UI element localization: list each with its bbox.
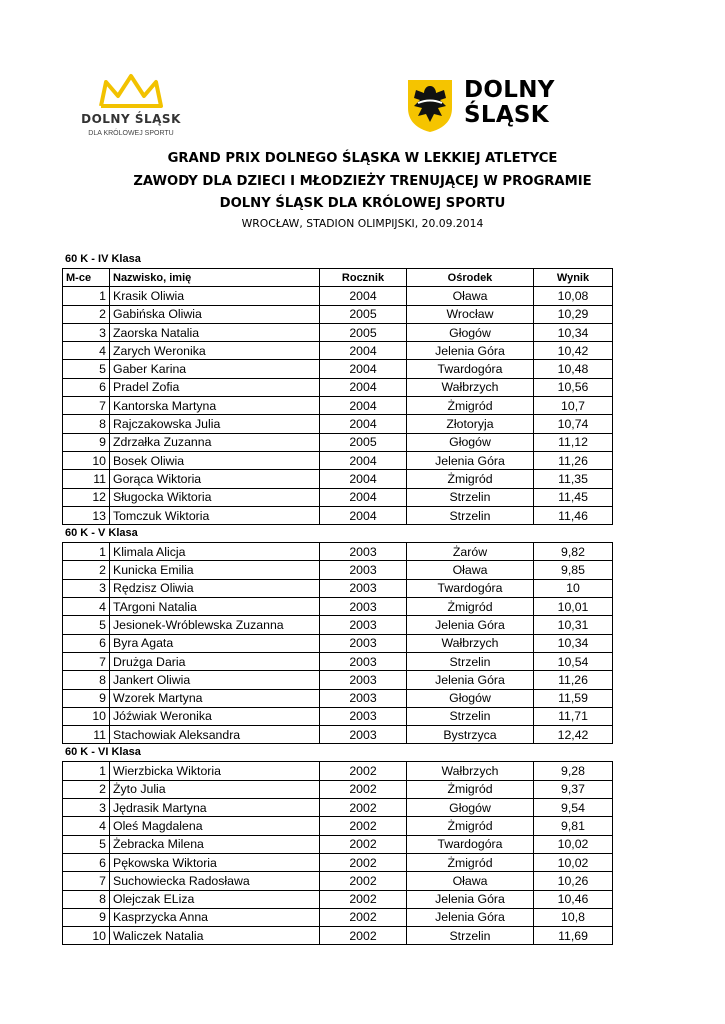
cell-year: 2002 [320,780,407,798]
table-row [63,397,613,415]
cell-name: Rajczakowska Julia [110,415,320,433]
table-row [63,890,613,908]
table-row [63,342,613,360]
cell-name: Tomczuk Wiktoria [110,506,320,524]
column-header-year: Rocznik [320,269,407,287]
cell-rank: 2 [63,561,110,579]
cell-rank: 5 [63,616,110,634]
cell-result: 10,74 [534,415,613,433]
cell-club: Strzelin [407,488,534,506]
cell-name: Drużga Daria [110,652,320,670]
table-row [63,762,613,780]
column-header-club: Ośrodek [407,269,534,287]
cell-year: 2004 [320,287,407,305]
cell-result: 11,26 [534,451,613,469]
cell-year: 2002 [320,890,407,908]
results-sections [62,251,606,945]
cell-rank: 12 [63,488,110,506]
table-row [63,726,613,744]
cell-rank: 10 [63,707,110,725]
table-row [63,835,613,853]
cell-rank: 1 [63,543,110,561]
column-header-name: Nazwisko, imię [110,269,320,287]
cell-year: 2003 [320,616,407,634]
cell-rank: 4 [63,817,110,835]
table-row [63,689,613,707]
table-row [63,817,613,835]
cell-rank: 3 [63,799,110,817]
cell-club: Głogów [407,799,534,817]
cell-result: 11,69 [534,927,613,945]
table-row [63,579,613,597]
cell-rank: 7 [63,397,110,415]
cell-year: 2003 [320,561,407,579]
cell-club: Bystrzyca [407,726,534,744]
cell-rank: 1 [63,762,110,780]
cell-club: Strzelin [407,506,534,524]
cell-rank: 9 [63,433,110,451]
cell-name: Klimala Alicja [110,543,320,561]
cell-club: Głogów [407,689,534,707]
cell-rank: 4 [63,598,110,616]
cell-result: 9,54 [534,799,613,817]
cell-result: 10,7 [534,397,613,415]
cell-year: 2002 [320,872,407,890]
cell-result: 11,45 [534,488,613,506]
cell-year: 2005 [320,323,407,341]
cell-result: 11,26 [534,671,613,689]
cell-year: 2003 [320,543,407,561]
cell-name: Jóźwiak Weronika [110,707,320,725]
cell-year: 2004 [320,342,407,360]
cell-club: Jelenia Góra [407,671,534,689]
cell-club: Wrocław [407,305,534,323]
cell-year: 2003 [320,689,407,707]
logo-left-tagline: DLA KRÓLOWEJ SPORTU [88,130,174,137]
cell-name: Zaorska Natalia [110,323,320,341]
cell-year: 2004 [320,360,407,378]
table-row [63,415,613,433]
cell-year: 2002 [320,762,407,780]
table-row [63,598,613,616]
logo-dolny-slask-krolowa-sportu [66,72,196,142]
cell-result: 10,34 [534,323,613,341]
crown-icon [66,72,196,112]
cell-rank: 10 [63,927,110,945]
cell-club: Twardogóra [407,579,534,597]
cell-year: 2003 [320,652,407,670]
cell-year: 2005 [320,433,407,451]
cell-rank: 6 [63,853,110,871]
table-row [63,378,613,396]
cell-year: 2003 [320,707,407,725]
cell-rank: 2 [63,305,110,323]
cell-club: Głogów [407,323,534,341]
cell-club: Żmigród [407,780,534,798]
cell-name: Pękowska Wiktoria [110,853,320,871]
cell-club: Głogów [407,433,534,451]
logo-right-line2: ŚLĄSK [464,102,549,128]
cell-result: 10,34 [534,634,613,652]
logo-right-name [464,78,555,128]
cell-result: 10,26 [534,872,613,890]
cell-club: Jelenia Góra [407,342,534,360]
table-row [63,451,613,469]
table-row [63,470,613,488]
table-row [63,287,613,305]
cell-name: Zarych Weronika [110,342,320,360]
table-row [63,908,613,926]
cell-club: Oława [407,287,534,305]
cell-rank: 5 [63,360,110,378]
cell-year: 2003 [320,598,407,616]
cell-club: Wałbrzych [407,378,534,396]
cell-club: Oława [407,872,534,890]
cell-result: 10,02 [534,853,613,871]
cell-result: 10,01 [534,598,613,616]
table-row [63,543,613,561]
cell-year: 2004 [320,415,407,433]
table-row [63,305,613,323]
cell-rank: 6 [63,634,110,652]
cell-result: 11,35 [534,470,613,488]
table-row [63,707,613,725]
cell-result: 10,54 [534,652,613,670]
results-table [62,761,613,945]
cell-name: Kasprzycka Anna [110,908,320,926]
cell-result: 10,56 [534,378,613,396]
table-row [63,561,613,579]
title-line-3: DOLNY ŚLĄSK DLA KRÓLOWEJ SPORTU [219,196,506,211]
cell-name: Żyto Julia [110,780,320,798]
cell-rank: 11 [63,470,110,488]
section-title: 60 K - VI Klasa [65,746,141,759]
cell-name: Żebracka Milena [110,835,320,853]
cell-club: Żmigród [407,598,534,616]
cell-year: 2005 [320,305,407,323]
cell-club: Jelenia Góra [407,908,534,926]
cell-club: Strzelin [407,927,534,945]
cell-name: Bosek Oliwia [110,451,320,469]
cell-result: 9,82 [534,543,613,561]
event-subtitle: WROCŁAW, STADION OLIMPIJSKI, 20.09.2014 [241,217,484,230]
cell-year: 2004 [320,488,407,506]
cell-result: 9,37 [534,780,613,798]
cell-name: Wzorek Martyna [110,689,320,707]
cell-result: 9,81 [534,817,613,835]
cell-club: Żarów [407,543,534,561]
cell-club: Żmigród [407,397,534,415]
cell-year: 2002 [320,853,407,871]
table-row [63,323,613,341]
cell-result: 9,28 [534,762,613,780]
cell-name: Suchowiecka Radosława [110,872,320,890]
cell-result: 10,02 [534,835,613,853]
cell-club: Jelenia Góra [407,890,534,908]
cell-rank: 10 [63,451,110,469]
cell-rank: 1 [63,287,110,305]
cell-name: TArgoni Natalia [110,598,320,616]
table-row [63,853,613,871]
logo-left-brand: DOLNY ŚLĄSK [81,112,181,126]
table-row [63,634,613,652]
cell-year: 2003 [320,634,407,652]
cell-rank: 13 [63,506,110,524]
cell-result: 10,8 [534,908,613,926]
table-row [63,488,613,506]
cell-name: Jankert Oliwia [110,671,320,689]
cell-result: 10,42 [534,342,613,360]
cell-club: Strzelin [407,652,534,670]
cell-rank: 3 [63,579,110,597]
cell-rank: 8 [63,890,110,908]
cell-name: Byra Agata [110,634,320,652]
table-row [63,780,613,798]
cell-name: Pradel Zofia [110,378,320,396]
cell-name: Waliczek Natalia [110,927,320,945]
cell-rank: 11 [63,726,110,744]
cell-year: 2003 [320,671,407,689]
cell-year: 2004 [320,506,407,524]
cell-club: Oława [407,561,534,579]
cell-rank: 7 [63,872,110,890]
cell-name: Jesionek-Wróblewska Zuzanna [110,616,320,634]
cell-club: Złotoryja [407,415,534,433]
table-row [63,652,613,670]
column-header-result: Wynik [534,269,613,287]
cell-rank: 9 [63,908,110,926]
cell-year: 2004 [320,470,407,488]
cell-result: 10,29 [534,305,613,323]
cell-name: Oleś Magdalena [110,817,320,835]
table-row [63,799,613,817]
cell-name: Sługocka Wiktoria [110,488,320,506]
cell-year: 2004 [320,451,407,469]
cell-rank: 6 [63,378,110,396]
eagle-crest-icon [406,78,454,133]
cell-result: 10,48 [534,360,613,378]
cell-club: Jelenia Góra [407,451,534,469]
cell-name: Gabińska Oliwia [110,305,320,323]
cell-result: 10,08 [534,287,613,305]
logo-dolny-slask [406,78,576,133]
table-row [63,616,613,634]
cell-name: Stachowiak Aleksandra [110,726,320,744]
cell-year: 2004 [320,378,407,396]
cell-club: Twardogóra [407,835,534,853]
cell-name: Gorąca Wiktoria [110,470,320,488]
table-header-row [63,269,613,287]
table-row [63,360,613,378]
cell-club: Twardogóra [407,360,534,378]
table-row [63,872,613,890]
cell-result: 11,46 [534,506,613,524]
title-line-2: ZAWODY DLA DZIECI I MŁODZIEŻY TRENUJĄCEJ W PROGRAMIE [133,174,592,189]
results-table [62,542,613,744]
cell-rank: 8 [63,415,110,433]
cell-result: 11,12 [534,433,613,451]
table-row [63,506,613,524]
cell-year: 2002 [320,908,407,926]
cell-club: Jelenia Góra [407,616,534,634]
cell-year: 2002 [320,817,407,835]
cell-name: Kantorska Martyna [110,397,320,415]
cell-result: 11,59 [534,689,613,707]
cell-rank: 3 [63,323,110,341]
logo-right-line1: DOLNY [464,77,555,103]
cell-year: 2004 [320,397,407,415]
cell-club: Wałbrzych [407,762,534,780]
cell-result: 10,46 [534,890,613,908]
cell-result: 12,42 [534,726,613,744]
results-table [62,268,613,525]
table-row [63,927,613,945]
cell-club: Wałbrzych [407,634,534,652]
cell-name: Krasik Oliwia [110,287,320,305]
cell-year: 2003 [320,726,407,744]
cell-result: 10,31 [534,616,613,634]
cell-name: Gaber Karina [110,360,320,378]
cell-name: Kunicka Emilia [110,561,320,579]
cell-result: 10 [534,579,613,597]
cell-name: Olejczak ELiza [110,890,320,908]
cell-name: Rędzisz Oliwia [110,579,320,597]
cell-result: 9,85 [534,561,613,579]
table-row [63,433,613,451]
cell-rank: 9 [63,689,110,707]
title-line-1: GRAND PRIX DOLNEGO ŚLĄSKA W LEKKIEJ ATLETYCE [167,151,558,166]
cell-club: Żmigród [407,853,534,871]
cell-club: Żmigród [407,470,534,488]
cell-year: 2002 [320,927,407,945]
cell-year: 2003 [320,579,407,597]
cell-rank: 8 [63,671,110,689]
cell-year: 2002 [320,835,407,853]
table-row [63,671,613,689]
section-title: 60 K - V Klasa [65,527,138,540]
cell-rank: 5 [63,835,110,853]
cell-year: 2002 [320,799,407,817]
section-title: 60 K - IV Klasa [65,253,141,265]
cell-result: 11,71 [534,707,613,725]
column-header-rank: M-ce [63,269,110,287]
cell-club: Żmigród [407,817,534,835]
cell-name: Zdrzałka Zuzanna [110,433,320,451]
cell-rank: 7 [63,652,110,670]
cell-name: Jędrasik Martyna [110,799,320,817]
cell-name: Wierzbicka Wiktoria [110,762,320,780]
cell-rank: 2 [63,780,110,798]
cell-rank: 4 [63,342,110,360]
cell-club: Strzelin [407,707,534,725]
